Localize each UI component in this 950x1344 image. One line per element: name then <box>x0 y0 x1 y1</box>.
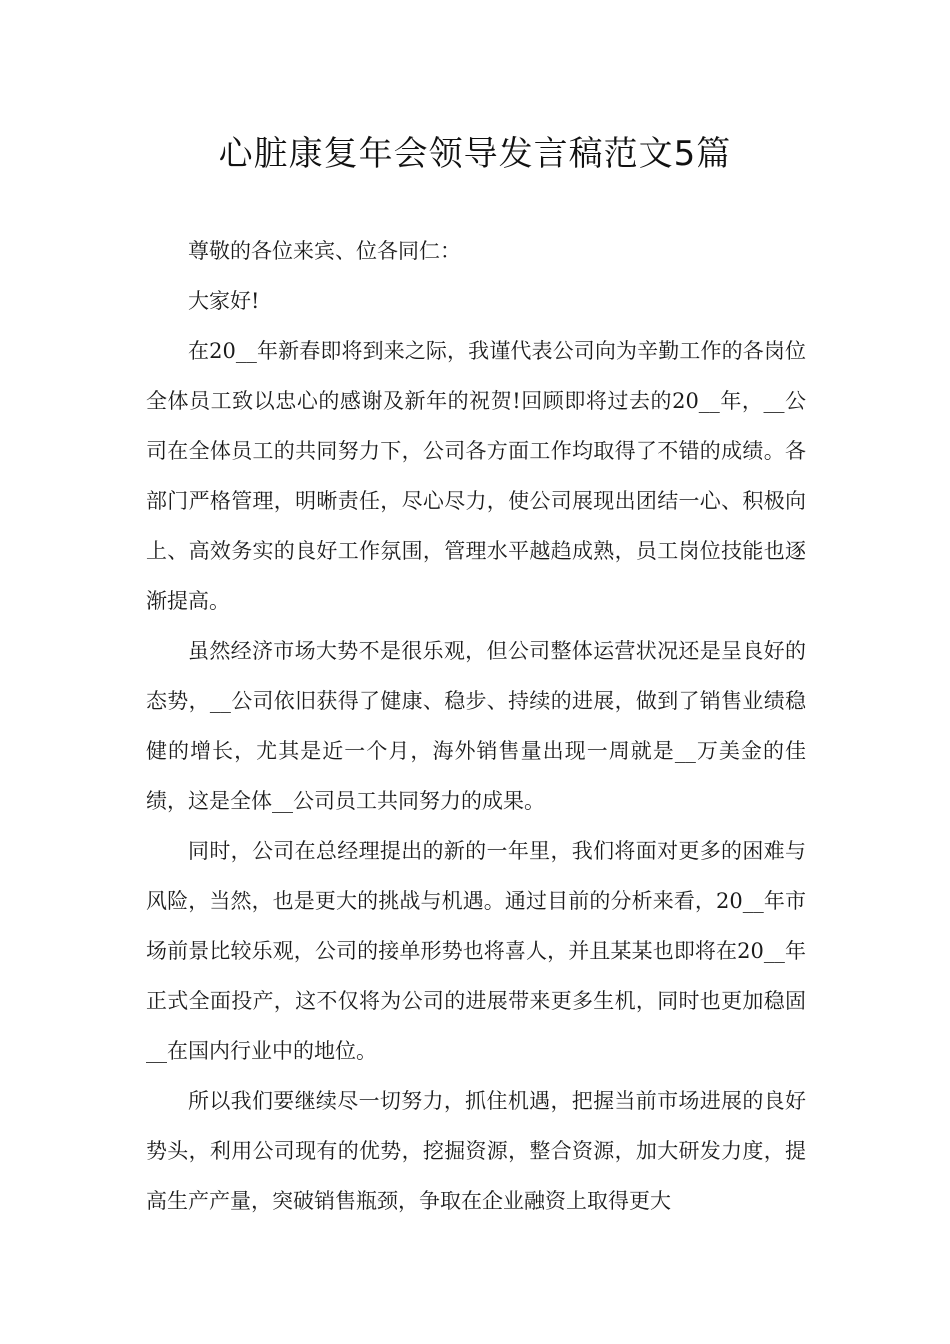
body-paragraph: 在20__年新春即将到来之际，我谨代表公司向为辛勤工作的各岗位全体员工致以忠心的感谢及新年的祝贺!回顾即将过去的20__年，__公司在全体员工的共同努力下，公司各方面工作均取得了不错的成绩。各部门严格管理，明晰责任，尽心尽力，使公司展现出团结一心、积极向上、高效务实的良好工作氛围，管理水平越趋成熟，员工岗位技能也逐渐提高。 <box>146 339 806 613</box>
salutation-paragraph: 尊敬的各位来宾、位各同仁： <box>188 239 461 263</box>
body-paragraph: 同时，公司在总经理提出的新的一年里，我们将面对更多的困难与风险，当然，也是更大的挑战与机遇。通过目前的分析来看，20__年市场前景比较乐观，公司的接单形势也将喜人，并且某某也即将在20__年正式全面投产，这不仅将为公司的进展带来更多生机，同时也更加稳固__在国内行业中的地位。 <box>146 839 806 1063</box>
document-body <box>146 226 806 1226</box>
body-paragraph: 所以我们要继续尽一切努力，抓住机遇，把握当前市场进展的良好势头，利用公司现有的优势，挖掘资源，整合资源，加大研发力度，提高生产产量，突破销售瓶颈，争取在企业融资上取得更大 <box>146 1089 806 1213</box>
document-title: 心脏康复年会领导发言稿范文5篇 <box>218 134 732 174</box>
body-paragraph: 虽然经济市场大势不是很乐观，但公司整体运营状况还是呈良好的态势，__公司依旧获得了健康、稳步、持续的进展，做到了销售业绩稳健的增长，尤其是近一个月，海外销售量出现一周就是__万美金的佳绩，这是全体__公司员工共同努力的成果。 <box>146 639 806 813</box>
greeting-paragraph: 大家好! <box>188 289 260 313</box>
